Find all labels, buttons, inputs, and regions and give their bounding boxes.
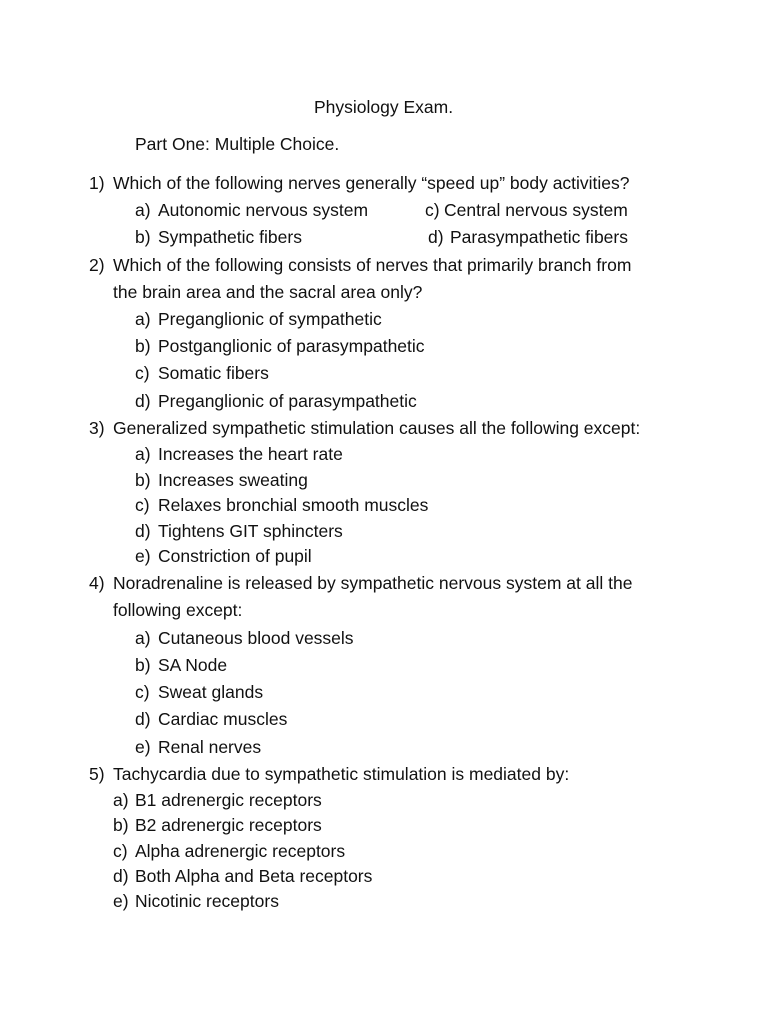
option-label: e) [135,737,151,757]
option-text: Constriction of pupil [158,546,312,566]
question-text-continued: the brain area and the sacral area only? [113,282,423,302]
option-label: c) [425,200,440,220]
option-text: Autonomic nervous system [158,200,369,220]
question-text: Tachycardia due to sympathetic stimulation is mediated by: [113,764,570,784]
option-label: b) [135,227,151,247]
option-text: Somatic fibers [158,363,269,383]
option-label: c) [135,363,150,383]
section-heading: Part One: Multiple Choice. [135,134,340,154]
option-label: d) [135,709,151,729]
option-label: c) [135,495,150,515]
question-number: 1) [89,173,105,193]
option-label: e) [113,891,129,911]
option-label: b) [135,655,151,675]
option-label: b) [135,336,151,356]
question-number: 2) [89,255,105,275]
question-text: Which of the following consists of nerves that primarily branch from [113,255,632,275]
option-text: Cardiac muscles [158,709,288,729]
question-text: Generalized sympathetic stimulation causes all the following except: [113,418,641,438]
option-label: d) [135,391,151,411]
option-label: d) [113,866,129,886]
option-label: a) [135,628,151,648]
option-label: a) [135,309,151,329]
option-label: a) [113,790,129,810]
option-label: d) [428,227,444,247]
option-text: Renal nerves [158,737,262,757]
option-label: e) [135,546,151,566]
option-text: Alpha adrenergic receptors [135,841,346,861]
question-number: 3) [89,418,105,438]
page-title: Physiology Exam. [314,97,454,117]
option-text: Cutaneous blood vessels [158,628,354,648]
option-text: Sympathetic fibers [158,227,302,247]
option-label: d) [135,521,151,541]
option-text: B1 adrenergic receptors [135,790,322,810]
option-text: Nicotinic receptors [135,891,279,911]
option-text: Relaxes bronchial smooth muscles [158,495,429,515]
option-text: Postganglionic of parasympathetic [158,336,425,356]
question-text: Which of the following nerves generally “speed up” body activities? [113,173,630,193]
option-text: Preganglionic of sympathetic [158,309,382,329]
option-text: Both Alpha and Beta receptors [135,866,373,886]
option-text: B2 adrenergic receptors [135,815,322,835]
question-text-continued: following except: [113,600,243,620]
option-text: Increases the heart rate [158,444,343,464]
option-text: Tightens GIT sphincters [158,521,343,541]
option-text: Central nervous system [444,200,628,220]
option-text: Sweat glands [158,682,264,702]
option-label: a) [135,200,151,220]
option-label: c) [113,841,128,861]
question-text: Noradrenaline is released by sympathetic nervous system at all the [113,573,633,593]
option-text: Preganglionic of parasympathetic [158,391,417,411]
option-label: b) [135,470,151,490]
option-label: b) [113,815,129,835]
option-text: Increases sweating [158,470,308,490]
question-number: 4) [89,573,105,593]
option-label: a) [135,444,151,464]
question-number: 5) [89,764,105,784]
option-text: SA Node [158,655,228,675]
option-label: c) [135,682,150,702]
option-text: Parasympathetic fibers [450,227,628,247]
